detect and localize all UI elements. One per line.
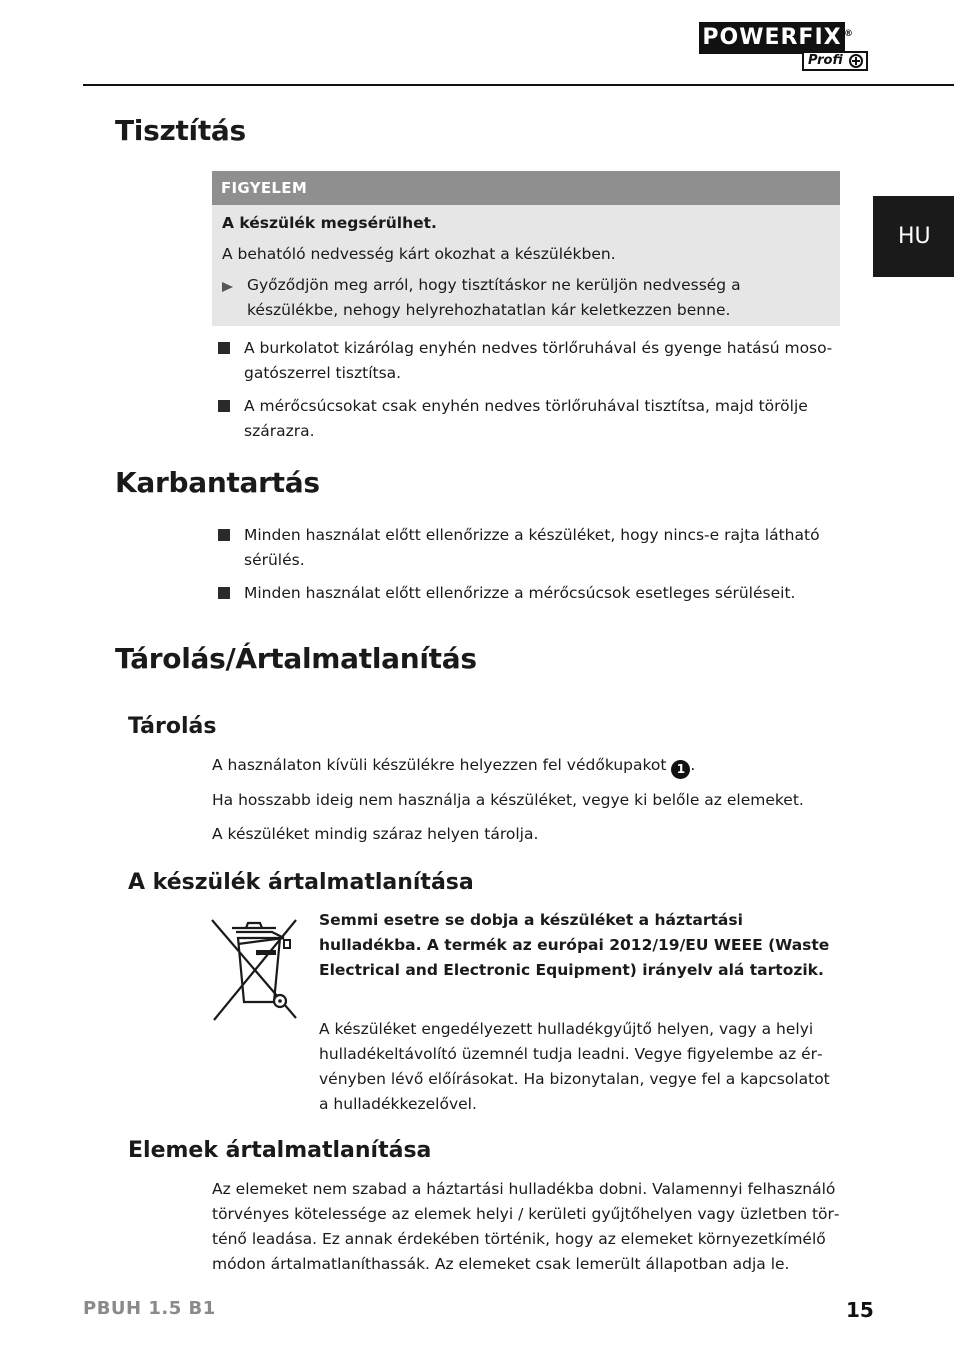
storage-line-2: Ha hosszabb ideig nem használja a készüléket, vegye ki belőle az elemeket. [212, 791, 804, 809]
warning-line: A behatóló nedvesség kárt okozhat a készülékben. [222, 245, 616, 263]
logo-registered-mark: ® [844, 29, 854, 39]
warning-box [212, 171, 840, 326]
storage-line-3: A készüléket mindig száraz helyen tárolja. [212, 825, 539, 843]
brand-logo [699, 22, 867, 72]
list-item [218, 581, 838, 606]
warning-action [222, 273, 834, 323]
logo-sub-badge [802, 51, 868, 71]
subsection-title-storage: Tárolás [128, 714, 217, 739]
page-number: 15 [846, 1298, 874, 1322]
logo-main-text: POWERFIX [702, 25, 842, 50]
square-bullet-icon [218, 529, 230, 541]
arrow-right-icon [222, 282, 233, 292]
plus-circle-icon [849, 54, 863, 68]
list-item-text: A mérőcsúcsokat csak enyhén nedves törlőruhával tisztítsa, majd törölje szárazra. [244, 397, 808, 440]
list-item-text: Minden használat előtt ellenőrizze a mérőcsúcsok esetleges sérüléseit. [244, 584, 796, 602]
list-item [218, 336, 838, 386]
logo-wordmark [699, 22, 854, 54]
section-title-maintenance: Karbantartás [115, 466, 320, 499]
list-item [218, 523, 838, 573]
square-bullet-icon [218, 587, 230, 599]
device-disposal-text: A készüléket engedélyezett hulladékgyűjtő helyen, vagy a helyi hulladékeltávolító üzemnél tudja leadni. Vegye figyelembe az érvényben lévő előírásokat. Ha bizonytalan, vegye fel a kapcsolatot a hulladékkezelővel. [319, 1020, 830, 1113]
section-title-cleaning: Tisztítás [115, 114, 246, 147]
storage-line-1-text: A használaton kívüli készülékre helyezzen fel védőkupakot [212, 756, 667, 774]
square-bullet-icon [218, 400, 230, 412]
subsection-title-device-disposal: A készülék ártalmatlanítása [128, 870, 474, 895]
list-item-text: A burkolatot kizárólag enyhén nedves törlőruhával és gyenge hatású mosogatószerrel tisztítsa. [244, 339, 833, 382]
logo-sub-text: Profi [808, 53, 843, 68]
language-tab: HU [873, 196, 954, 277]
list-item [218, 394, 838, 444]
warning-bold-line: A készülék megsérülhet. [222, 214, 437, 232]
header-divider [83, 84, 954, 86]
square-bullet-icon [218, 342, 230, 354]
subsection-title-battery-disposal: Elemek ártalmatlanítása [128, 1138, 432, 1163]
storage-line-1 [212, 753, 695, 779]
footer-model-number: PBUH 1.5 B1 [83, 1298, 216, 1319]
device-disposal-bold-text: Semmi esetre se dobja a készüléket a háztartási hulladékba. A termék az európai 2012/19/EU WEEE (Waste Electrical and Electronic Equipment) irányelv alá tartozik. [319, 911, 830, 979]
crossed-out-wheelie-bin-icon [208, 914, 300, 1024]
reference-number-badge: 1 [671, 760, 690, 779]
warning-label: FIGYELEM [212, 171, 840, 205]
storage-line-1-end: . [690, 756, 696, 774]
warning-action-text: Győződjön meg arról, hogy tisztításkor ne kerüljön nedvesség a készülékbe, nehogy helyrehozhatatlan kár keletkezzen benne. [247, 276, 741, 319]
section-title-storage-disposal: Tárolás/Ártalmatlanítás [115, 642, 477, 675]
list-item-text: Minden használat előtt ellenőrizze a készüléket, hogy nincs-e rajta látható sérülés. [244, 526, 820, 569]
battery-disposal-text: Az elemeket nem szabad a háztartási hulladékba dobni. Valamennyi felhasználó törvényes kötelessége az elemek helyi / kerületi gyűjtőhelyen vagy üzletben történő leadása. Ez annak érdekében történik, hogy az elemeket környezetkímélő módon ártalmatlaníthassák. Az elemeket csak lemerült állapotban adja le. [212, 1180, 840, 1273]
